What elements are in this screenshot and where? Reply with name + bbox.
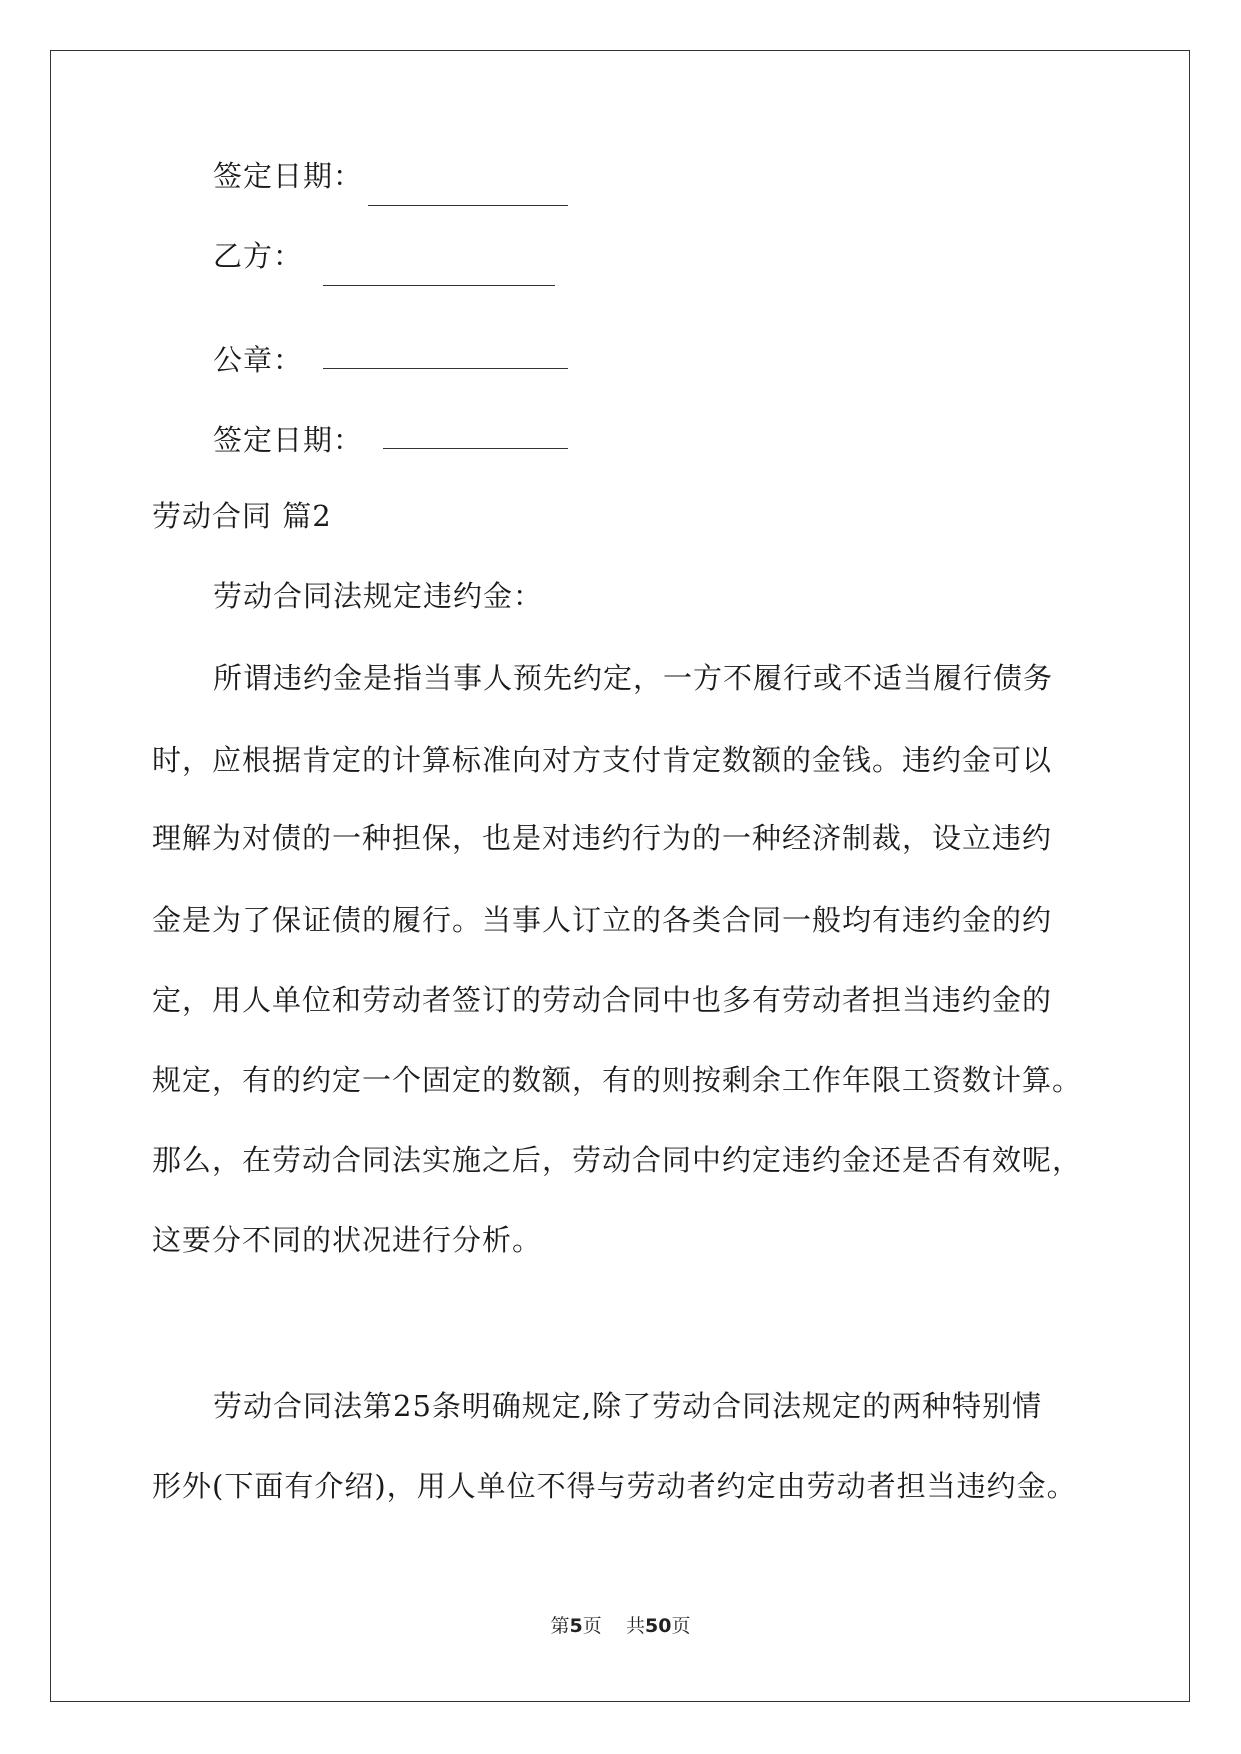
page-border — [50, 50, 1190, 1702]
section-heading: 劳动合同 篇2 — [152, 499, 332, 533]
para1-line-8: 这要分不同的状况进行分析。 — [152, 1223, 543, 1257]
para1-line-2: 时，应根据肯定的计算标准向对方支付肯定数额的金钱。违约金可以 — [152, 743, 1053, 777]
para1-line-5: 定，用人单位和劳动者签订的劳动合同中也多有劳动者担当违约金的 — [152, 983, 1053, 1017]
para1-line-3: 理解为对债的一种担保，也是对违约行为的一种经济制裁，设立违约 — [152, 821, 1053, 855]
seal-blank — [323, 368, 568, 369]
para1-line-4: 金是为了保证债的履行。当事人订立的各类合同一般均有违约金的约 — [152, 903, 1053, 937]
party-b-blank — [323, 285, 555, 286]
page-number-footer — [0, 1613, 1241, 1639]
party-b-label: 乙方： — [213, 239, 304, 273]
sign-date-label-1: 签定日期： — [213, 159, 364, 193]
sign-date-blank-1 — [368, 205, 568, 206]
para2-line-1: 劳动合同法第25条明确规定,除了劳动合同法规定的两种特别情 — [213, 1389, 1043, 1423]
para1-line-7: 那么，在劳动合同法实施之后，劳动合同中约定违约金还是否有效呢， — [152, 1143, 1083, 1177]
para1-line-1: 所谓违约金是指当事人预先约定，一方不履行或不适当履行债务 — [213, 661, 1054, 695]
total-prefix: 共 — [625, 1615, 645, 1637]
intro-line: 劳动合同法规定违约金： — [213, 579, 544, 613]
sign-date-blank-2 — [383, 448, 568, 449]
sign-date-label-2: 签定日期： — [213, 423, 364, 457]
seal-label: 公章： — [213, 343, 304, 377]
page-suffix: 页 — [582, 1615, 602, 1637]
total-suffix: 页 — [671, 1615, 691, 1637]
page-total: 50 — [644, 1615, 672, 1637]
para2-line-2: 形外(下面有介绍)，用人单位不得与劳动者约定由劳动者担当违约金。 — [152, 1469, 1077, 1503]
para1-line-6: 规定，有的约定一个固定的数额，有的则按剩余工作年限工资数计算。 — [152, 1063, 1083, 1097]
page-current: 5 — [569, 1615, 583, 1637]
page-prefix: 第 — [550, 1615, 570, 1637]
